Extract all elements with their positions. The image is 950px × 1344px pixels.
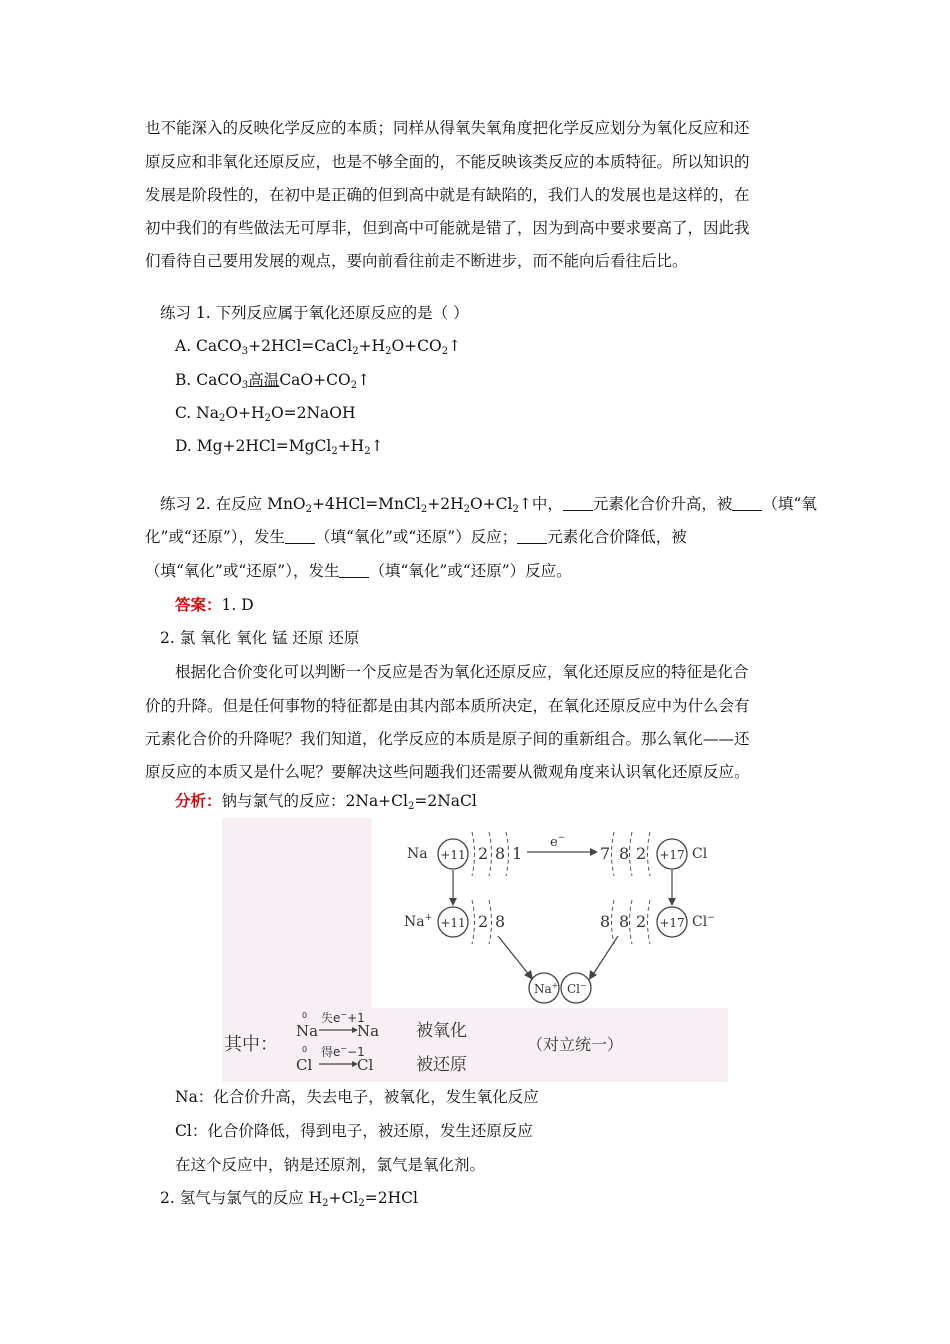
cl-nucleus-charge: +17	[659, 848, 685, 862]
exercise-1-option-c: C. $Na_2O+H_2O=2NaOH$	[175, 404, 356, 424]
na-reactant: Na	[296, 1022, 319, 1040]
exercise-1-option-a: A. $CaCO_3+2HCl=CaCl_2+H_2O+CO_2↑$	[175, 337, 462, 357]
cl-ion-shell-3: 2	[636, 912, 647, 931]
na-ion-symbol: Na+	[404, 913, 433, 930]
na-zero-oxstate: 0	[302, 1011, 308, 1020]
na-ion-nucleus-charge: +11	[440, 916, 466, 930]
cl-shell-3: 2	[636, 844, 647, 863]
analysis-label: 分析：	[175, 791, 222, 810]
exercise-1-option-b: B. CaCO$_3$高温$CaO+CO_2↑$	[175, 371, 371, 391]
pair-cl-label: Cl−	[567, 981, 587, 996]
answer-line-1: 答案：1. D	[175, 595, 254, 614]
na-nucleus-charge: +11	[440, 848, 466, 862]
cl-ion-symbol: Cl−	[692, 913, 715, 930]
cl-symbol: Cl	[692, 846, 708, 862]
para2-line-3: 元素化合价的升降呢？我们知道，化学反应的本质是原子间的重新组合。那么氧化——还	[145, 730, 750, 748]
pair-na-label: Na+	[534, 981, 559, 996]
para2-line-2: 价的升降。但是任何事物的特征都是由其内部本质所决定，在氧化还原反应中为什么会有	[145, 697, 750, 715]
intro-line-5: 们看待自己要用发展的观点，要向前看往前走不断进步，而不能向后看往后比。	[145, 252, 688, 270]
cl-ion-shell-1: 8	[600, 912, 611, 931]
na-shell-1: 2	[478, 844, 489, 863]
lose-electron-label: 失e−+1	[321, 1010, 365, 1025]
na-symbol: Na	[407, 846, 428, 862]
after-line-3: 在这个反应中，钠是还原剂，氯气是氧化剂。	[175, 1156, 486, 1174]
cl-product: Cl	[357, 1056, 374, 1074]
intro-line-3: 发展是阶段性的，在初中是正确的但到高中就是有缺陷的，我们人的发展也是这样的，在	[145, 186, 750, 204]
na-ion-shell-1: 2	[478, 912, 489, 931]
exercise-1-option-d: D. $Mg+2HCl=MgCl_2+H_2↑$	[175, 437, 384, 457]
na-shell-3: 1	[512, 844, 523, 863]
na-product: Na	[357, 1022, 380, 1040]
intro-line-1: 也不能深入的反映化学反应的本质；同样从得氧失氧角度把化学反应划分为氧化反应和还	[145, 119, 750, 137]
para2-line-1: 根据化合价变化可以判断一个反应是否为氧化还原反应，氧化还原反应的特征是化合	[175, 663, 749, 681]
exercise-2-line-3: （填“氧化”或“还原”），发生 （填“氧化”或“还原”）反应。	[145, 562, 572, 580]
after-line-2: Cl：化合价降低，得到电子，被还原，发生还原反应	[175, 1122, 533, 1140]
cl-zero-oxstate: 0	[302, 1045, 308, 1054]
reduced-label: 被还原	[416, 1055, 467, 1075]
exercise-2-line-2: 化”或“还原”），发生 （填“氧化”或“还原”）反应； 元素化合价降低，被	[145, 528, 687, 546]
electron-transfer-diagram	[222, 818, 728, 1082]
cl-shell-2: 8	[619, 844, 630, 863]
cl-reactant: Cl	[296, 1056, 313, 1074]
answer-line-2: 2. 氯 氧化 氧化 锰 还原 还原	[160, 629, 360, 647]
intro-line-4: 初中我们的有些做法无可厚非，但到高中可能就是错了，因为到高中要求要高了，因此我	[145, 219, 750, 237]
h2-reaction-line: 2. 氢气与氯气的反应 $H_2+Cl_2=2HCl$	[160, 1189, 418, 1209]
na-ion-shell-2: 8	[495, 912, 506, 931]
exercise-1-question: 练习 1. 下列反应属于氧化还原反应的是（ ）	[160, 304, 469, 322]
unity-label: （对立统一）	[527, 1035, 624, 1054]
intro-line-2: 原反应和非氧化还原反应，也是不够全面的，不能反映该类反应的本质特征。所以知识的	[145, 153, 750, 171]
na-shell-2: 8	[495, 844, 506, 863]
cl-shell-1: 7	[600, 844, 611, 863]
para2-line-4: 原反应的本质又是什么呢？要解决这些问题我们还需要从微观角度来认识氧化还原反应。	[145, 763, 750, 781]
cl-ion-nucleus-charge: +17	[659, 916, 685, 930]
gain-electron-label: 得e−−1	[321, 1044, 365, 1059]
oxidized-label: 被氧化	[416, 1021, 467, 1041]
after-line-1: Na：化合价升高，失去电子，被氧化，发生氧化反应	[175, 1088, 539, 1106]
cl-ion-shell-2: 8	[619, 912, 630, 931]
electron-label: e−	[550, 833, 566, 850]
analysis-line: 分析：钠与氯气的反应：$2Na+Cl_2=2NaCl$	[175, 791, 477, 812]
exercise-2-line-1: 练习 2. 在反应 $MnO_2+4HCl=MnCl_2+2H_2O+Cl_2↑$中， 元素化合价升高，被 （填“氧	[160, 495, 817, 515]
answer-label: 答案：	[175, 595, 222, 614]
qizhong-label: 其中：	[224, 1034, 278, 1055]
